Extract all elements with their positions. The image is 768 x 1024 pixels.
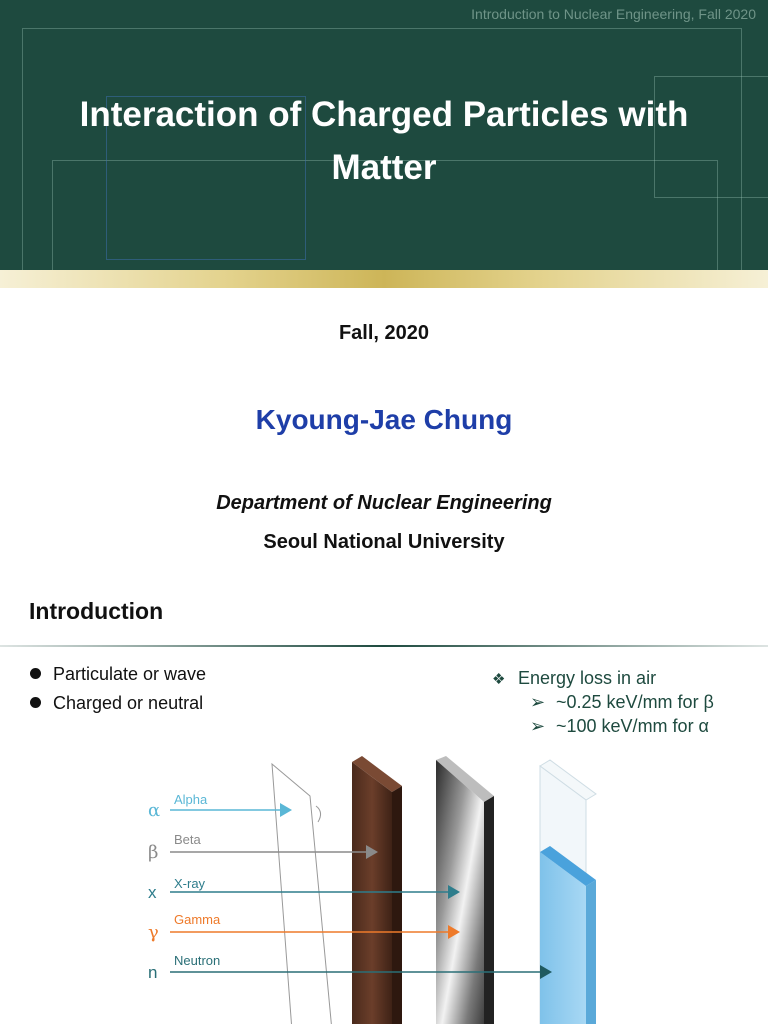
particle-symbol: x <box>148 883 157 902</box>
wood-slab-icon <box>352 756 402 1024</box>
water-tank-icon <box>540 760 596 1024</box>
beta-row <box>148 832 378 863</box>
course-name: Introduction to Nuclear Engineering, Fall 2020 <box>471 6 756 22</box>
penetration-figure <box>140 756 620 1024</box>
title-divider <box>0 645 768 647</box>
bullet-dot-icon <box>30 697 41 708</box>
arrow-bullet-icon: ➢ <box>530 692 546 712</box>
alpha-row <box>148 792 292 821</box>
energy-item-text: ~100 keV/mm for α <box>556 716 709 736</box>
bullet-item <box>30 693 203 714</box>
title-line: Matter <box>331 148 437 187</box>
energy-item <box>530 716 709 737</box>
title-banner <box>0 0 768 270</box>
particle-name: Beta <box>174 832 201 847</box>
particle-symbol: γ <box>148 922 159 943</box>
introduction-slide <box>0 578 768 1024</box>
term-label: Fall, 2020 <box>338 322 430 344</box>
title-line: Interaction of Charged Particles with <box>79 95 689 134</box>
bullet-text: Particulate or wave <box>53 664 207 684</box>
author-name: Kyoung-Jae Chung <box>255 404 513 435</box>
particle-name: Gamma <box>174 912 221 927</box>
slide-title <box>20 88 748 194</box>
arrow-bullet-icon: ➢ <box>530 716 546 736</box>
metal-slab-icon <box>436 756 494 1024</box>
particle-symbol: n <box>148 963 158 982</box>
department-name: Department of Nuclear Engineering <box>216 492 552 514</box>
diamond-bullet-icon: ❖ <box>492 671 506 688</box>
bullet-item <box>30 664 206 685</box>
particle-symbol: α <box>148 800 161 821</box>
bullet-text: Charged or neutral <box>53 693 204 713</box>
section-title: Introduction <box>29 598 164 624</box>
energy-item-text: ~0.25 keV/mm for β <box>556 692 714 712</box>
energy-item <box>530 692 714 713</box>
paper-sheet-icon <box>272 764 332 1024</box>
particle-name: Neutron <box>174 953 221 968</box>
particle-name: Alpha <box>174 792 208 807</box>
energy-loss-box <box>492 668 714 736</box>
bullet-dot-icon <box>30 668 41 679</box>
gold-divider <box>0 270 768 288</box>
energy-heading: Energy loss in air <box>518 668 657 688</box>
particle-name: X-ray <box>174 876 206 891</box>
particle-symbol: β <box>148 842 159 863</box>
university-name: Seoul National University <box>263 531 505 553</box>
